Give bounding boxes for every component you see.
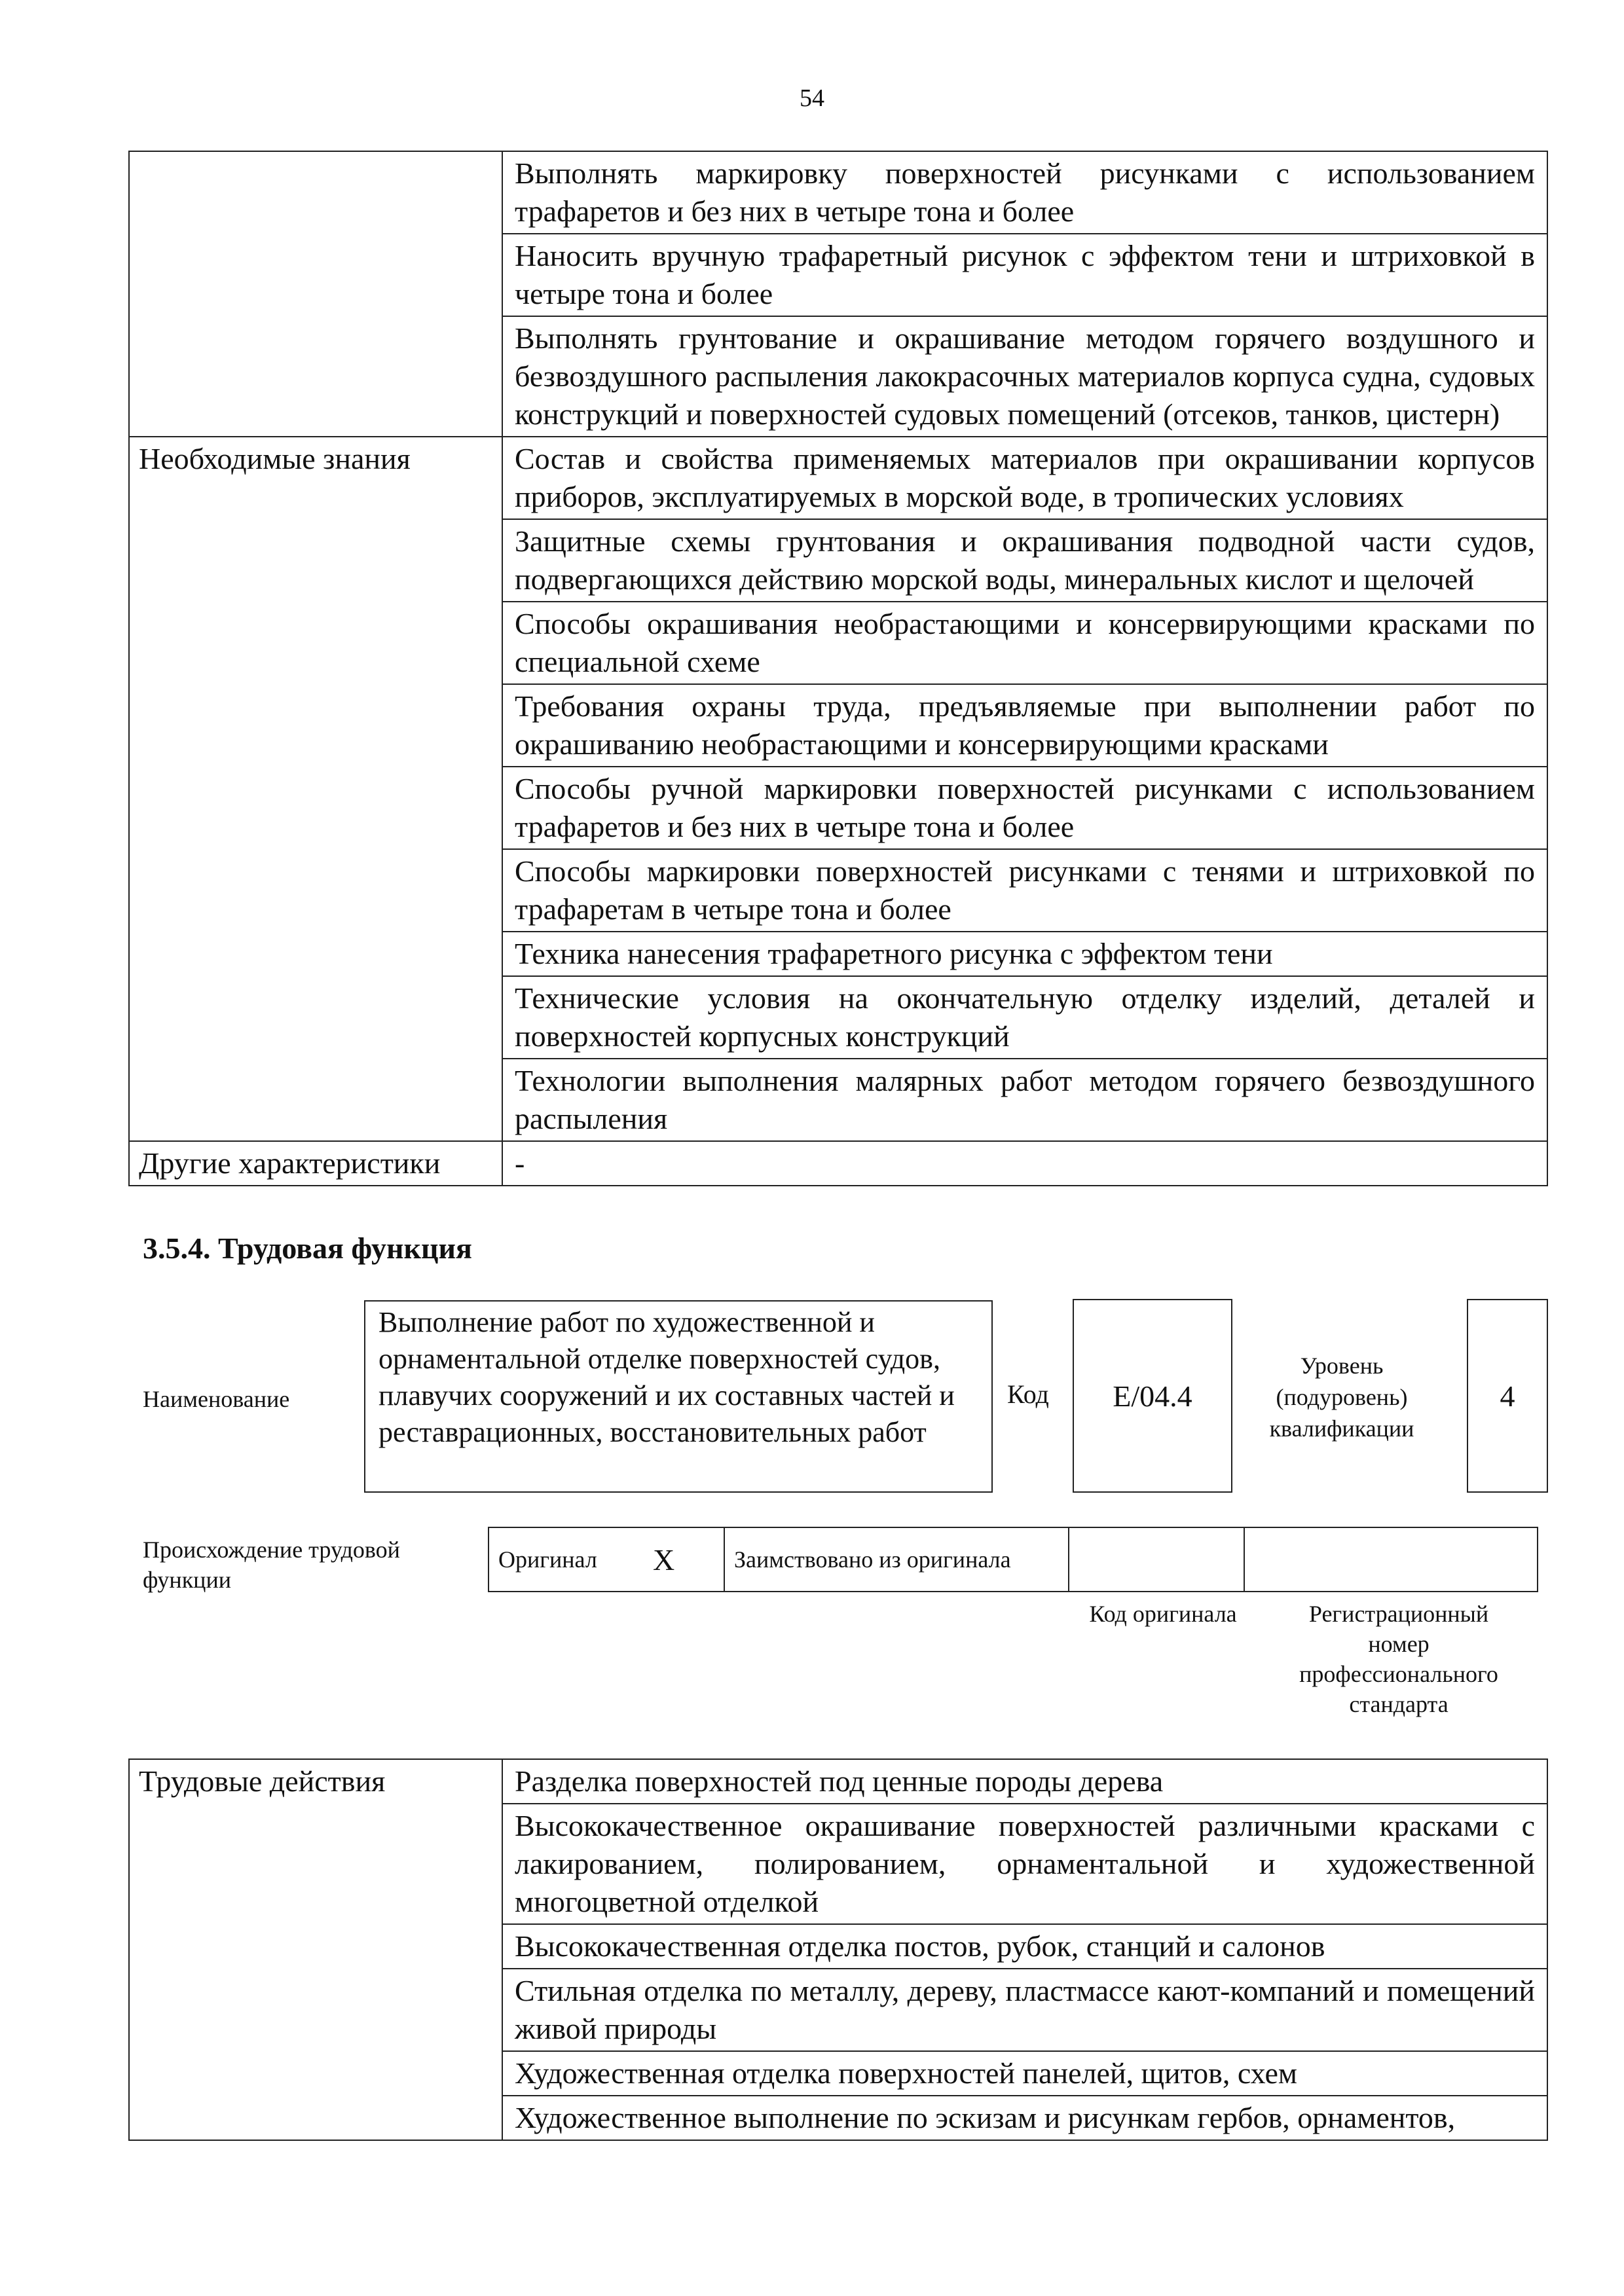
borrowed-label: Заимствовано из оригинала: [724, 1527, 1069, 1592]
action-cell: Художественное выполнение по эскизам и рисункам гербов, орнаментов,: [502, 2096, 1547, 2140]
actions-label: Трудовые действия: [129, 1759, 502, 2140]
knowledge-cell: Технологии выполнения малярных работ методом горячего безвоздушного распыления: [502, 1059, 1547, 1141]
table-row: [489, 1527, 1538, 1592]
original-mark: X: [653, 1527, 724, 1592]
empty-label-cell: [129, 151, 502, 437]
table-row: [129, 1141, 1547, 1186]
function-name-box: Выполнение работ по художественной и орнаментальной отделке поверхностей судов, плавучих сооружений и их составных частей и реставрационных, восстановительных работ: [364, 1300, 993, 1493]
code-caption: Код оригинала: [1089, 1601, 1237, 1627]
table-row: [129, 437, 1547, 519]
other-label: Другие характеристики: [129, 1141, 502, 1186]
knowledge-cell: Состав и свойства применяемых материалов при окрашивании корпусов приборов, эксплуатируемых в морской воде, в тропических условиях: [502, 437, 1547, 519]
level-value-box: 4: [1467, 1299, 1548, 1493]
registration-number-cell: [1244, 1527, 1538, 1592]
other-value: -: [502, 1141, 1547, 1186]
name-label: Наименование: [143, 1386, 290, 1412]
knowledge-cell: Требования охраны труда, предъявляемые при выполнении работ по окрашиванию необрастающими и консервирующими красками: [502, 684, 1547, 767]
knowledge-cell: Способы окрашивания необрастающими и консервирующими красками по специальной схеме: [502, 602, 1547, 684]
action-cell: Художественная отделка поверхностей панелей, щитов, схем: [502, 2051, 1547, 2096]
skills-knowledge-table: [128, 151, 1548, 1186]
section-title: 3.5.4. Трудовая функция: [143, 1231, 472, 1265]
skill-cell: Выполнять маркировку поверхностей рисунками с использованием трафаретов и без них в четыре тона и более: [502, 151, 1547, 234]
skill-cell: Наносить вручную трафаретный рисунок с эффектом тени и штриховкой в четыре тона и более: [502, 234, 1547, 316]
skill-cell: Выполнять грунтование и окрашивание методом горячего воздушного и безвоздушного распыления лакокрасочных материалов корпуса судна, судовых конструкций и поверхностей судовых помещений (отсеков, танков, цистерн): [502, 316, 1547, 437]
origin-table: [488, 1527, 1538, 1592]
original-code-cell: [1069, 1527, 1244, 1592]
knowledge-cell: Технические условия на окончательную отделку изделий, деталей и поверхностей корпусных конструкций: [502, 976, 1547, 1059]
action-cell: Высококачественная отделка постов, рубок, станций и салонов: [502, 1924, 1547, 1969]
knowledge-cell: Защитные схемы грунтования и окрашивания подводной части судов, подвергающихся действию морской воды, минеральных кислот и щелочей: [502, 519, 1547, 602]
knowledge-cell: Способы маркировки поверхностей рисунками с тенями и штриховкой по трафаретам в четыре тона и более: [502, 849, 1547, 932]
knowledge-cell: Техника нанесения трафаретного рисунка с эффектом тени: [502, 932, 1547, 976]
action-cell: Стильная отделка по металлу, дереву, пластмассе кают-компаний и помещений живой природы: [502, 1969, 1547, 2051]
knowledge-cell: Способы ручной маркировки поверхностей рисунками с использованием трафаретов и без них в четыре тона и более: [502, 767, 1547, 849]
reg-caption: Регистрационный номер профессионального стандарта: [1299, 1601, 1498, 1717]
code-value-box: E/04.4: [1073, 1299, 1232, 1493]
page-number: 54: [800, 84, 824, 112]
labour-actions-table: [128, 1758, 1548, 2141]
level-label: Уровень (подуровень) квалификации: [1269, 1353, 1414, 1442]
table-row: [129, 1759, 1547, 1804]
action-cell: Разделка поверхностей под ценные породы дерева: [502, 1759, 1547, 1804]
code-label: Код: [1007, 1379, 1049, 1409]
original-label: Оригинал: [489, 1527, 653, 1592]
knowledge-label: Необходимые знания: [129, 437, 502, 1141]
origin-label: Происхождение трудовой функции: [143, 1537, 400, 1593]
table-row: [129, 151, 1547, 234]
action-cell: Высококачественное окрашивание поверхностей различными красками с лакированием, полированием, орнаментальной и художественной многоцветной отделкой: [502, 1804, 1547, 1924]
